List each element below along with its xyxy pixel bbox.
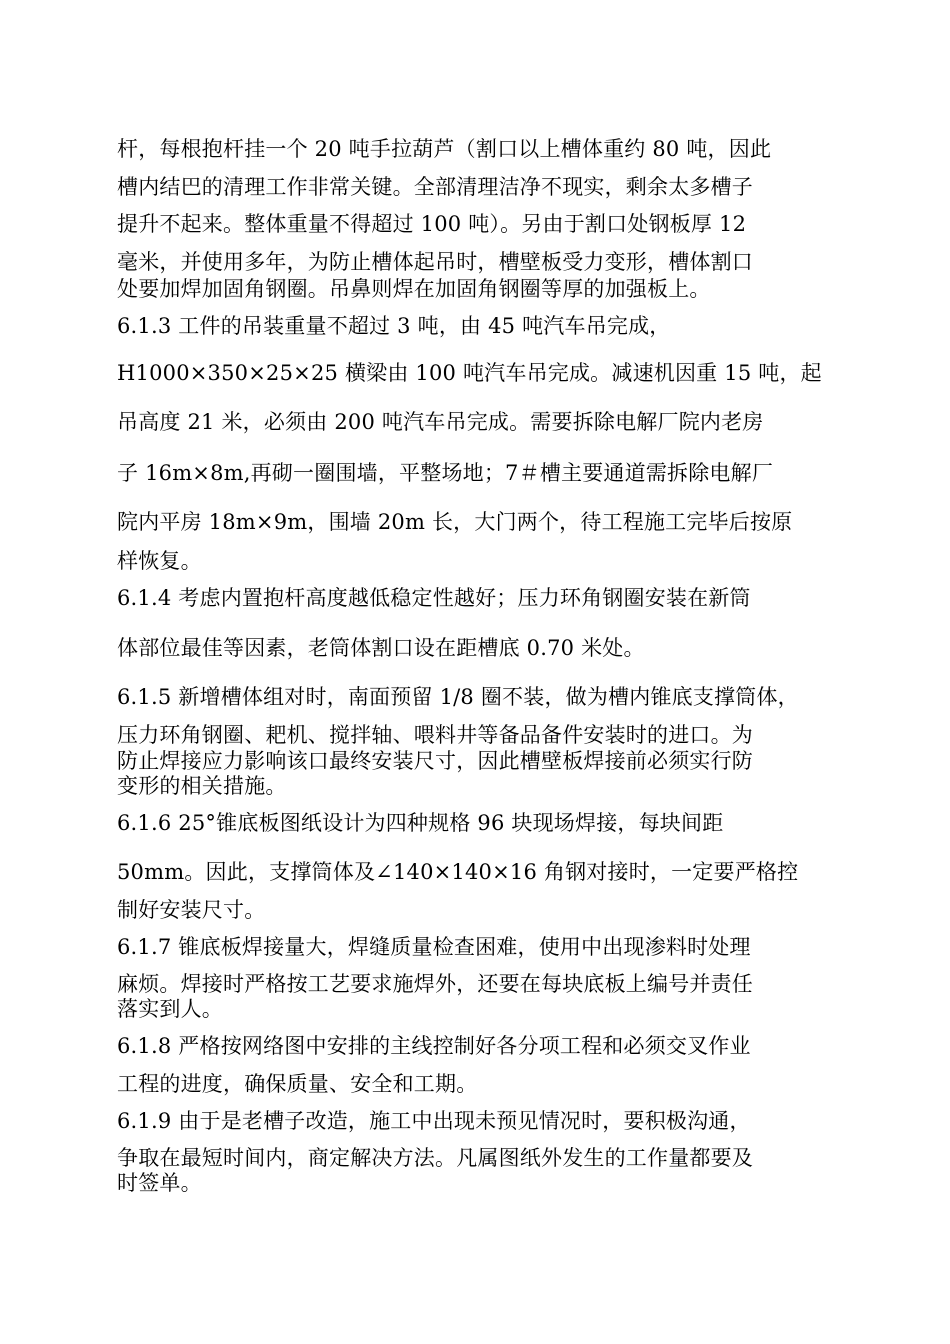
text-line: 体部位最佳等因素，老筒体割口设在距槽底 0.70 米处。 [117,636,645,660]
section-6-1-9: 6.1.9 由于是老槽子改造，施工中出现未预见情况时，要积极沟通， [117,1109,751,1133]
text-line: H1000×350×25×25 横梁由 100 吨汽车吊完成。减速机因重 15 吨，起 [117,361,822,385]
section-6-1-3: 6.1.3 工件的吊装重量不超过 3 吨，由 45 吨汽车吊完成， [117,314,671,338]
text-line: 子 16m×8m,再砌一圈围墙，平整场地；7＃槽主要通道需拆除电解厂 [117,461,774,485]
section-6-1-8: 6.1.8 严格按网络图中安排的主线控制好各分项工程和必须交叉作业 [117,1034,751,1058]
text-line: 50mm。因此，支撑筒体及∠140×140×16 角钢对接时，一定要严格控 [117,860,799,884]
text-line: 样恢复。 [117,549,202,573]
text-line: 槽内结巴的清理工作非常关键。全部清理洁净不现实，剩余太多槽子 [117,175,753,199]
text-line: 处要加焊加固角钢圈。吊鼻则焊在加固角钢圈等厚的加强板上。 [117,277,711,301]
text-line: 变形的相关措施。 [117,774,287,798]
text-line: 院内平房 18m×9m，围墙 20m 长，大门两个，待工程施工完毕后按原 [117,510,793,534]
section-6-1-4: 6.1.4 考虑内置抱杆高度越低稳定性越好；压力环角钢圈安装在新筒 [117,586,751,610]
text-line: 工程的进度，确保质量、安全和工期。 [117,1072,478,1096]
text-line: 毫米，并使用多年，为防止槽体起吊时，槽壁板受力变形，槽体割口 [117,250,753,274]
section-6-1-6: 6.1.6 25°锥底板图纸设计为四种规格 96 块现场焊接，每块间距 [117,811,724,835]
text-line: 争取在最短时间内，商定解决方法。凡属图纸外发生的工作量都要及 [117,1146,753,1170]
section-6-1-7: 6.1.7 锥底板焊接量大，焊缝质量检查困难，使用中出现渗料时处理 [117,935,751,959]
text-line: 杆，每根抱杆挂一个 20 吨手拉葫芦（割口以上槽体重约 80 吨，因此 [117,137,772,161]
section-6-1-5: 6.1.5 新增槽体组对时，南面预留 1/8 圈不装，做为槽内锥底支撑筒体， [117,685,799,709]
text-line: 提升不起来。整体重量不得超过 100 吨）。另由于割口处钢板厚 12 [117,212,747,236]
text-line: 吊高度 21 米，必须由 200 吨汽车吊完成。需要拆除电解厂院内老房 [117,410,764,434]
text-line: 落实到人。 [117,997,223,1021]
text-line: 麻烦。焊接时严格按工艺要求施焊外，还要在每块底板上编号并责任 [117,972,753,996]
text-line: 时签单。 [117,1171,202,1195]
text-line: 防止焊接应力影响该口最终安装尺寸，因此槽壁板焊接前必须实行防 [117,749,753,773]
text-line: 制好安装尺寸。 [117,898,266,922]
text-line: 压力环角钢圈、耙机、搅拌轴、喂料井等备品备件安装时的进口。为 [117,723,753,747]
